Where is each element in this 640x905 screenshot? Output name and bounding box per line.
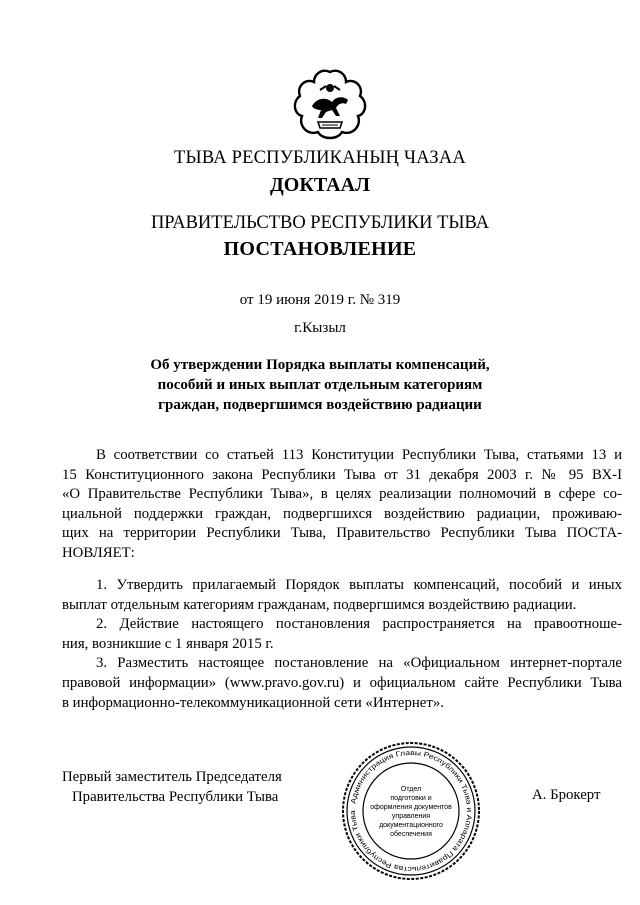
official-stamp-seal (339, 739, 483, 883)
signatory-position (62, 768, 282, 807)
title-line: Об утверждении Порядка выплаты компенсаций, (150, 357, 490, 373)
preamble-line: НОВЛЯЕТ: (62, 544, 135, 561)
signatory-position-line2: Правительства Республики Тыва (72, 788, 279, 805)
item-line: 1. Утвердить прилагаемый Порядок выплаты компенсаций, пособий и иных (96, 577, 622, 593)
item-line: правовой информации» (www.pravo.gov.ru) и официальном сайте Республики Тыва (62, 674, 622, 691)
header-tyva-line: ТЫВА РЕСПУБЛИКАНЫҢ ЧАЗАА (174, 148, 466, 168)
item-line: 3. Разместить настоящее постановление на «Официальном интернет-портале (96, 655, 622, 672)
preamble-line: 15 Конституционного закона Республики Тыва от 31 декабря 2003 г. № 95 ВХ-I (62, 466, 622, 483)
title-line: граждан, подвергшимся воздействию радиации (158, 397, 482, 413)
preamble-line: циальной поддержки граждан, подвергшихся воздействию радиации, проживаю- (62, 505, 622, 522)
preamble-line: щих на территории Республики Тыва, Правительство Республики Тыва ПОСТА- (62, 525, 622, 542)
header-doktaal: ДОКТААЛ (270, 174, 370, 196)
item-line: в информационно-телекоммуникационной сети «Интернет». (62, 694, 444, 711)
svg-text:подготовки и: подготовки и (390, 795, 432, 802)
item-line: 2. Действие настоящего постановления распространяется на правоотноше- (96, 616, 622, 633)
header-postanovlenie: ПОСТАНОВЛЕНИЕ (223, 238, 417, 260)
svg-text:Администрация Главы Республики: Администрация Главы Республики Тыва и Аппарата Правительства Республики Тыва (347, 747, 475, 875)
svg-text:документационного: документационного (379, 822, 443, 829)
items-section (62, 576, 622, 713)
signatory-position-line1: Первый заместитель Председателя (62, 769, 282, 785)
document-date-number: от 19 июня 2019 г. № 319 (239, 292, 401, 308)
signatory-name: А. Брокерт (532, 787, 601, 803)
svg-text:обеспечения: обеспечения (390, 831, 432, 838)
header-government-line: ПРАВИТЕЛЬСТВО РЕСПУБЛИКИ ТЫВА (150, 213, 490, 233)
title-line: пособий и иных выплат отдельным категориям (157, 377, 483, 393)
preamble-paragraph (62, 446, 622, 564)
svg-text:оформления документов: оформления документов (370, 804, 452, 811)
item-line: ния, возникшие с 1 января 2015 г. (62, 635, 274, 652)
svg-text:управления: управления (391, 813, 431, 820)
preamble-line: «О Правительстве Республики Тыва», в целях реализации полномочий в сфере со- (62, 486, 622, 503)
item-line: выплат отдельным категориям гражданам, подвергшимся воздействию радиации. (62, 596, 577, 613)
svg-text:Отдел: Отдел (400, 786, 422, 793)
document-city: г.Кызыл (294, 320, 346, 336)
coat-of-arms-emblem (292, 66, 368, 142)
preamble-line: В соответствии со статьей 113 Конституции Республики Тыва, статьями 13 и (96, 447, 622, 463)
document-title (120, 355, 520, 415)
